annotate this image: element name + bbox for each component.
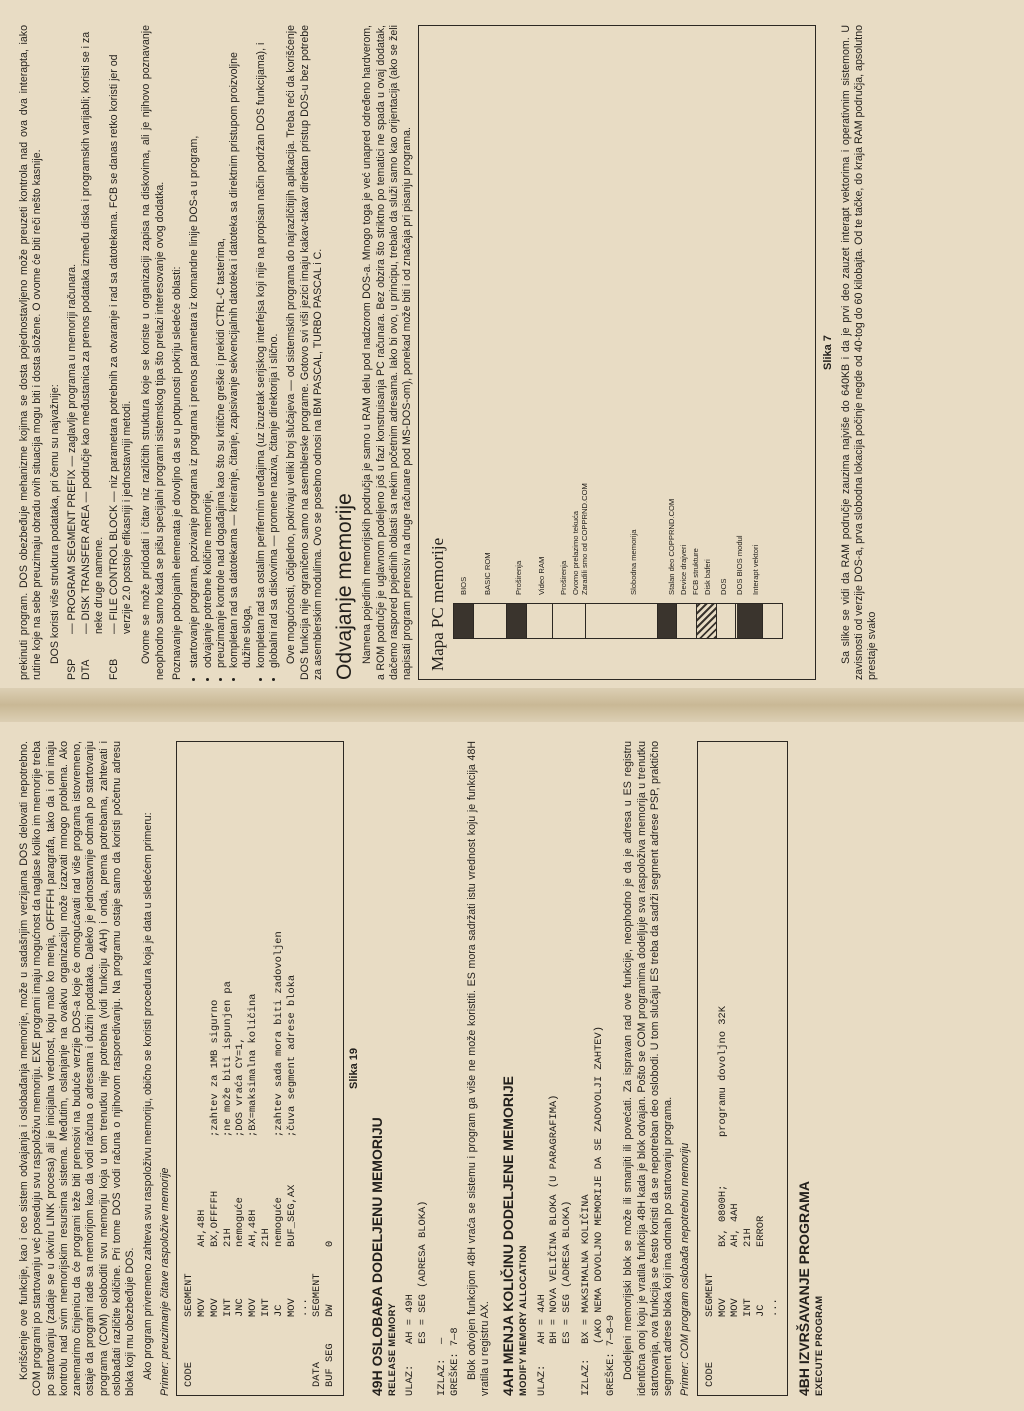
paragraph: Sa slike se vidi da RAM područje zauzima najviše do 640KB i da je prvi deo zauzet interapt vektorima i operativnim sistemom. U zavisnosti od verzije DOS-a, prva slobodna lokacija počinje negde od 40-tog do 60 kilobajta. Od te tačke, do kraja RAM područja, apsolutno prestaje svako xyxy=(839,25,879,680)
code-cell xyxy=(247,1317,260,1387)
code-cell: ;ne može biti ispunjen pa xyxy=(221,981,234,1137)
abbr-psp xyxy=(66,25,79,680)
code-cell: ;BX=maksimalna količina xyxy=(247,993,260,1137)
memory-label: Ovomo prelazimo tekuća Zaradili smo od COPPRND.COM xyxy=(571,483,590,595)
code-cell: BUF SEG xyxy=(324,1343,337,1387)
page-lower xyxy=(18,726,1003,1404)
abbr-value: — DISK TRANSFER AREA — područje kao međustanica za prenos podataka između diska i programskih varijabli; koristi se i za neke druge namene. xyxy=(80,31,106,634)
segment-disk-buffers xyxy=(717,604,737,638)
memory-label: DOS BIOS modul xyxy=(735,535,745,595)
code-listing-2 xyxy=(697,741,788,1396)
spec-value: AH = 4AH xyxy=(535,1294,548,1344)
abbr-value: — PROGRAM SEGMENT PREFIX — zaglavlje programa u memoriji računara. xyxy=(65,263,78,634)
code-cell: BX, 0800H; xyxy=(716,1184,729,1247)
code-cell: DATA xyxy=(311,1362,324,1387)
spec-value: ES = SEG (ADRESA BLOKA) xyxy=(417,1200,430,1344)
code-cell xyxy=(183,750,196,1137)
list-item: • startovanje programa, pozivanje programa iz programa i prenos parametara iz komandne linije DOS-a u program, xyxy=(188,25,201,668)
spec-values xyxy=(404,741,430,1344)
code-line xyxy=(755,750,768,1387)
figure-caption: Slika 7 xyxy=(822,335,835,370)
code-line xyxy=(729,750,742,1387)
segment-extensions xyxy=(507,604,527,638)
code-cell xyxy=(311,750,324,1137)
paragraph: Ako program privremeno zahteva svu raspoloživu memoriju, obično se koristi procedura koja je data u sledećem primeru: xyxy=(141,812,154,1380)
abbr-value: — FILE CONTROL BLOCK — niz parametara potrebnih za otvaranje i rad sa datotekama. FCB se danas retko koristi jer od verzije 2.0 postoje efikasniji i jednostavniji metodi. xyxy=(107,54,134,634)
segment-free-memory xyxy=(586,604,658,638)
paragraph: Ove mogućnosti, očigledno, pokrivaju veliki broj slučajeva — od sistemskih programa do najrazličitijih aplikacija. Treba reći da korišćenje DOS funkcija nije ograničeno samo na asemblerske programe. Gotovo svi viši jezici imaju kakav-takav direktan pristup DOS-u bez potrebe za asemblerskim modulima. Ovo se posebno odnosi na IBM PASCAL, TURBO PASCAL i C. xyxy=(285,25,324,680)
code-line xyxy=(298,750,311,1387)
error-spec: GREŠKE: 7—8 xyxy=(448,1327,461,1396)
code-cell: MOV xyxy=(285,1298,298,1317)
code-cell: AH,48H xyxy=(196,1209,209,1247)
segment-basic-rom xyxy=(474,604,507,638)
memory-label: FCB strukture xyxy=(691,548,701,595)
code-cell: 0 xyxy=(324,1240,337,1247)
section-heading: Odvajanje memorije xyxy=(333,493,357,680)
code-cell xyxy=(704,750,717,1137)
paragraph: prekinuti program. DOS obezbeđuje mehanizme kojima se dosta pojednostavljeno može preuzeti kontrola nad ova dva interapta, iako rutine koje na sebe preuzimaju obradu ovih situacija mogu biti i dosta složene. O ovome će biti reči nešto kasnije. xyxy=(18,25,44,680)
code-cell xyxy=(298,750,311,1137)
upper-text-column xyxy=(18,25,1003,680)
paragraph: Blok odvojen funkcijom 48H vraća se sistemu i program ga više ne može koristiti. ES mora sadržati istu vrednost koju je funkcija 48H vratila u registru AX. xyxy=(465,741,491,1396)
code-cell: programu dovoljno 32K xyxy=(716,1006,729,1137)
spec-key: IZLAZ: xyxy=(579,1358,592,1396)
code-cell: INT xyxy=(221,1298,234,1317)
code-cell: ;zahtev za 1MB sigurno xyxy=(208,999,221,1137)
code-cell xyxy=(729,750,742,1137)
code-cell xyxy=(183,1137,196,1247)
list-item: • kompletan rad sa datotekama — kreiranje, čitanje, zapisivanje sekvencijalnih datoteka i datoteka sa direktnim pristupom proizvoljne dužine sloga, xyxy=(228,25,255,668)
memory-label: Proširenja xyxy=(514,560,524,595)
code-line xyxy=(768,750,781,1387)
spec-value: BH = NOVA VELIČINA BLOKA (U PARAGRAFIMA) xyxy=(548,1094,561,1344)
code-cell xyxy=(260,1317,273,1387)
code-line xyxy=(324,750,337,1387)
code-cell xyxy=(298,1317,311,1387)
code-cell: 21H xyxy=(221,1228,234,1247)
code-line xyxy=(222,750,235,1387)
code-cell: MOV xyxy=(716,1298,729,1317)
input-spec xyxy=(404,741,430,1396)
code-cell: nemoguće xyxy=(234,1197,247,1247)
code-cell: BUF_SEG,AX xyxy=(285,1184,298,1247)
paragraph: Korišćenje ove funkcije, kao i ceo sistem odvajanja i oslobađanja memorije, može u sadašnjim verzijama DOS delovati nepotrebno. COM programi po startovanju već poseduju svu raspoloživu memoriju. EXE programi imaju mogućnost da naglase koliko im memorije treba po startovanju (zadaje se u okviru LINK procesa) ali je inicijalna vrednost, koju malo ko menja, OFFFFH paragrafa, tako da i oni imaju kontrolu nad svim memorijskim resursima sistema. Međutim, oslanjanje na ovakvu organizaciju može izazvati mnogo problema. Ako zanemarimo činjenicu da će programi teže biti prenosivi na buduće verzije DOS-a koje će omogućavati rad više programa istovremeno, ostaje da programi rade sa memorijom kao da vodi računa o adresama i dužini podataka. Daleko je jednostavnije odmah po startovanju programa (COM) osloboditi svu memoriju koja u tom trenutku nije potrebna (vidi funkciju 4AH) i onda, prema potrebama, zahtevati i oslobađati različite količine. Pri tome DOS vodi računa o njihovom rasporedivanju. Na programu ostaje samo da koristi početnu adresu bloka koji mu obezbeđuje DOS. xyxy=(18,741,137,1396)
code-cell: JC xyxy=(754,1304,767,1317)
code-cell xyxy=(273,1317,286,1387)
code-cell xyxy=(196,1317,209,1387)
memory-label: Interapt vektori xyxy=(751,544,761,595)
memory-label: Disk baferi xyxy=(703,559,713,595)
segment-device-drivers xyxy=(677,604,697,638)
code-cell xyxy=(768,750,781,1137)
paragraph: Poznavanje pobrojanih elemenata je dovoljno da se u potpunosti pokriju sledeće oblasti: xyxy=(170,266,183,680)
lower-text-column xyxy=(18,741,1003,1396)
code-line xyxy=(311,750,324,1387)
feature-list xyxy=(188,25,281,680)
code-cell xyxy=(311,1137,324,1247)
abbr-key: DTA xyxy=(80,659,93,680)
code-cell: SEGMENT xyxy=(703,1273,716,1317)
code-line xyxy=(196,750,209,1387)
memory-label: Proširenja xyxy=(559,560,569,595)
spec-value: BX = MAKSIMALNA KOLIČINA xyxy=(579,1194,592,1344)
code-cell: SEGMENT xyxy=(183,1273,196,1317)
spec-key: ULAZ: xyxy=(535,1364,548,1396)
page-fold xyxy=(0,688,1024,722)
abbr-fcb xyxy=(108,25,135,680)
output-spec xyxy=(436,741,449,1396)
code-cell xyxy=(324,750,337,1137)
output-spec xyxy=(580,741,606,1396)
list-item: • preuzimanje kontrole nad događajima kao što su kritične greške i prekidi CTRL-C tasterima, xyxy=(215,25,228,668)
input-spec xyxy=(536,741,574,1396)
segment-vectors xyxy=(763,604,783,638)
spec-value: ES = SEG (ADRESA BLOKA) xyxy=(561,1200,574,1344)
memory-label: BASIC ROM xyxy=(483,552,493,595)
code-cell: AH,48H xyxy=(247,1209,260,1247)
paragraph: Dodeljeni memorijski blok se može ili smanjiti ili povećati. Za ispravan rad ove funkcije, neophodno je da je adresa u ES registru identična onoj koju je vratila funkcija 48H kada je blok odvajan. Pošto se COM programima dodeljuje sva raspoloživa memorija u trenutku startovanja, ova funkcija se često koristi da se nepotreban deo oslobodi. U tom slučaju ES treba da sadrži segment adrese PSP, praktično segment adrese bloka koji ima odmah po startovanju programa. xyxy=(622,741,675,1396)
paragraph: DOS koristi više struktura podataka, pri čemu su najvažnije: xyxy=(48,384,61,664)
list-item: • globalni rad sa diskovima — promene naziva, čitanje direktorija i slično. xyxy=(268,25,281,668)
segment-video-ram xyxy=(527,604,553,638)
code-cell: 21H xyxy=(742,1228,755,1247)
code-cell: BX,OFFFFH xyxy=(208,1190,221,1247)
code-line xyxy=(234,750,247,1387)
code-cell: ... xyxy=(298,1298,311,1317)
section-subtitle: RELEASE MEMORY xyxy=(386,1303,398,1396)
code-cell: MOV xyxy=(208,1298,221,1317)
code-line xyxy=(209,750,222,1387)
list-item: • odvajanje potrebne količine memorije, xyxy=(202,25,215,668)
code-listing-1 xyxy=(176,741,344,1396)
code-cell xyxy=(755,1317,768,1387)
code-cell: ;DOS vraća CY=1, xyxy=(234,1037,247,1137)
code-cell: CODE xyxy=(183,1362,196,1387)
list-item: • kompletan rad sa ostalim periferním uređajima (uz izuzetak serijskog interfejsa koji nije na propisan način podržan DOS funkcijama), i xyxy=(255,25,268,668)
code-cell: ERROR xyxy=(754,1215,767,1247)
code-cell: INT xyxy=(742,1298,755,1317)
memory-label: Slobodna memorija xyxy=(629,529,639,595)
abbr-key: FCB xyxy=(107,658,120,680)
code-cell xyxy=(768,1317,781,1387)
segment-dos xyxy=(737,604,763,638)
section-title-4bh: 4BH IZVRŠAVANJE PROGRAMA xyxy=(795,1181,812,1396)
code-cell: JC xyxy=(272,1304,285,1317)
example-label: Primer: preuzimanje čitave raspoložive memorije xyxy=(158,1167,171,1396)
code-line xyxy=(286,750,299,1387)
code-cell: INT xyxy=(260,1298,273,1317)
segment-bios xyxy=(454,604,474,638)
spec-key: IZLAZ: xyxy=(436,1358,449,1396)
example-label: Primer: COM program oslobađa nepotrebnu memoriju xyxy=(679,1142,692,1396)
spec-value: (AKO NEMA DOVOLJNO MEMORIJE DA SE ZADOVOLJI ZAHTEV) xyxy=(592,1025,605,1344)
code-cell xyxy=(729,1317,742,1387)
code-cell xyxy=(298,1137,311,1247)
code-cell: ;čuva segment adrese bloka xyxy=(285,974,298,1137)
segment-fcb xyxy=(697,604,717,638)
figure-caption: Slika 19 xyxy=(347,1048,360,1089)
memory-label: Stalan deo COPPRND.COM xyxy=(667,498,677,595)
segment-extensions-2 xyxy=(553,604,586,638)
code-cell xyxy=(234,1317,247,1387)
code-line xyxy=(183,750,196,1387)
code-cell xyxy=(768,1137,781,1247)
spec-key: ULAZ: xyxy=(404,1364,417,1396)
code-cell: MOV xyxy=(247,1298,260,1317)
code-cell: DW xyxy=(324,1304,337,1317)
code-cell: CODE xyxy=(703,1362,716,1387)
code-line xyxy=(260,750,273,1387)
code-cell xyxy=(742,750,755,1137)
section-subtitle: MODIFY MEMORY ALLOCATION xyxy=(517,1245,529,1396)
code-line xyxy=(273,750,286,1387)
figure-title: Mapa PC memorije xyxy=(428,537,448,671)
code-cell: ... xyxy=(767,1298,780,1317)
code-cell: MOV xyxy=(729,1298,742,1317)
memory-map-figure xyxy=(418,25,816,680)
spec-values xyxy=(580,741,606,1344)
code-cell xyxy=(755,750,768,1137)
memory-label: DOS xyxy=(719,578,729,595)
code-cell xyxy=(222,1317,235,1387)
code-cell: AH, 4AH xyxy=(729,1203,742,1247)
code-line xyxy=(717,750,730,1387)
code-cell xyxy=(742,1317,755,1387)
paragraph: Ovome se može pridodati i čitav niz različitih struktura koje se koriste u organizaciji zapisa na diskovima, ali je njihovo poznavanje neophodno samo kada se pišu specijalni programi sistemskog tipa što prelazi interesovanje ovog dodatka. xyxy=(140,25,166,680)
code-cell xyxy=(209,1317,222,1387)
memory-label: Video RAM xyxy=(537,556,547,595)
code-cell: 21H xyxy=(260,1228,273,1247)
code-cell: nemoguće xyxy=(272,1197,285,1247)
code-cell xyxy=(260,750,273,1137)
code-line xyxy=(247,750,260,1387)
abbr-key: PSP xyxy=(65,658,78,680)
code-cell xyxy=(717,1317,730,1387)
error-spec: GREŠKE: 7—8—9 xyxy=(605,1314,618,1396)
code-cell: MOV xyxy=(196,1298,209,1317)
spec-values xyxy=(536,741,574,1344)
code-cell xyxy=(286,1317,299,1387)
memory-column xyxy=(453,603,783,639)
paragraph: Namena pojedinih memorijskih područja je samo u RAM delu pod nadzorom DOS-a. Mnogo toga je već unapred određeno hardverom, a ROM područje je uglavnom podeljeno još u fazi konstruisanja PC računara. Bez obzira što striktno po tematici ne spada u ovaj dodatak, dačemo raspored pojedinih oblasti sa nekim početnim adresama. Iako bi ovo, u principu, trebalo da služi samo kao orijentacija (ako se želi napisati program prenosiv na druge računare pod MS-DOS-om), ponekad može biti i od značaja pri pisanju programa. xyxy=(361,25,414,680)
section-title-4ah: 4AH MENJA KOLIČINU DODELJENE MEMORIJE xyxy=(500,1076,517,1396)
abbr-dta xyxy=(80,25,107,680)
memory-label: Device drajveri xyxy=(679,544,689,595)
code-cell: JNC xyxy=(234,1298,247,1317)
code-line xyxy=(742,750,755,1387)
segment-command-com xyxy=(658,604,678,638)
code-cell: SEGMENT xyxy=(311,1273,324,1317)
spec-value: — xyxy=(436,1337,449,1344)
page-upper xyxy=(18,10,1003,688)
code-cell xyxy=(704,1137,717,1247)
code-line xyxy=(704,750,717,1387)
section-subtitle: EXECUTE PROGRAM xyxy=(812,1295,824,1396)
memory-label: BIOS xyxy=(459,576,469,595)
spec-value: AH = 49H xyxy=(404,1294,417,1344)
code-cell: ;zahtev sada mora biti zadovoljen xyxy=(272,931,285,1137)
section-title-49h: 49H OSLOBAĐA DODELJENU MEMORIJU xyxy=(369,1117,386,1396)
code-cell xyxy=(196,750,209,1137)
